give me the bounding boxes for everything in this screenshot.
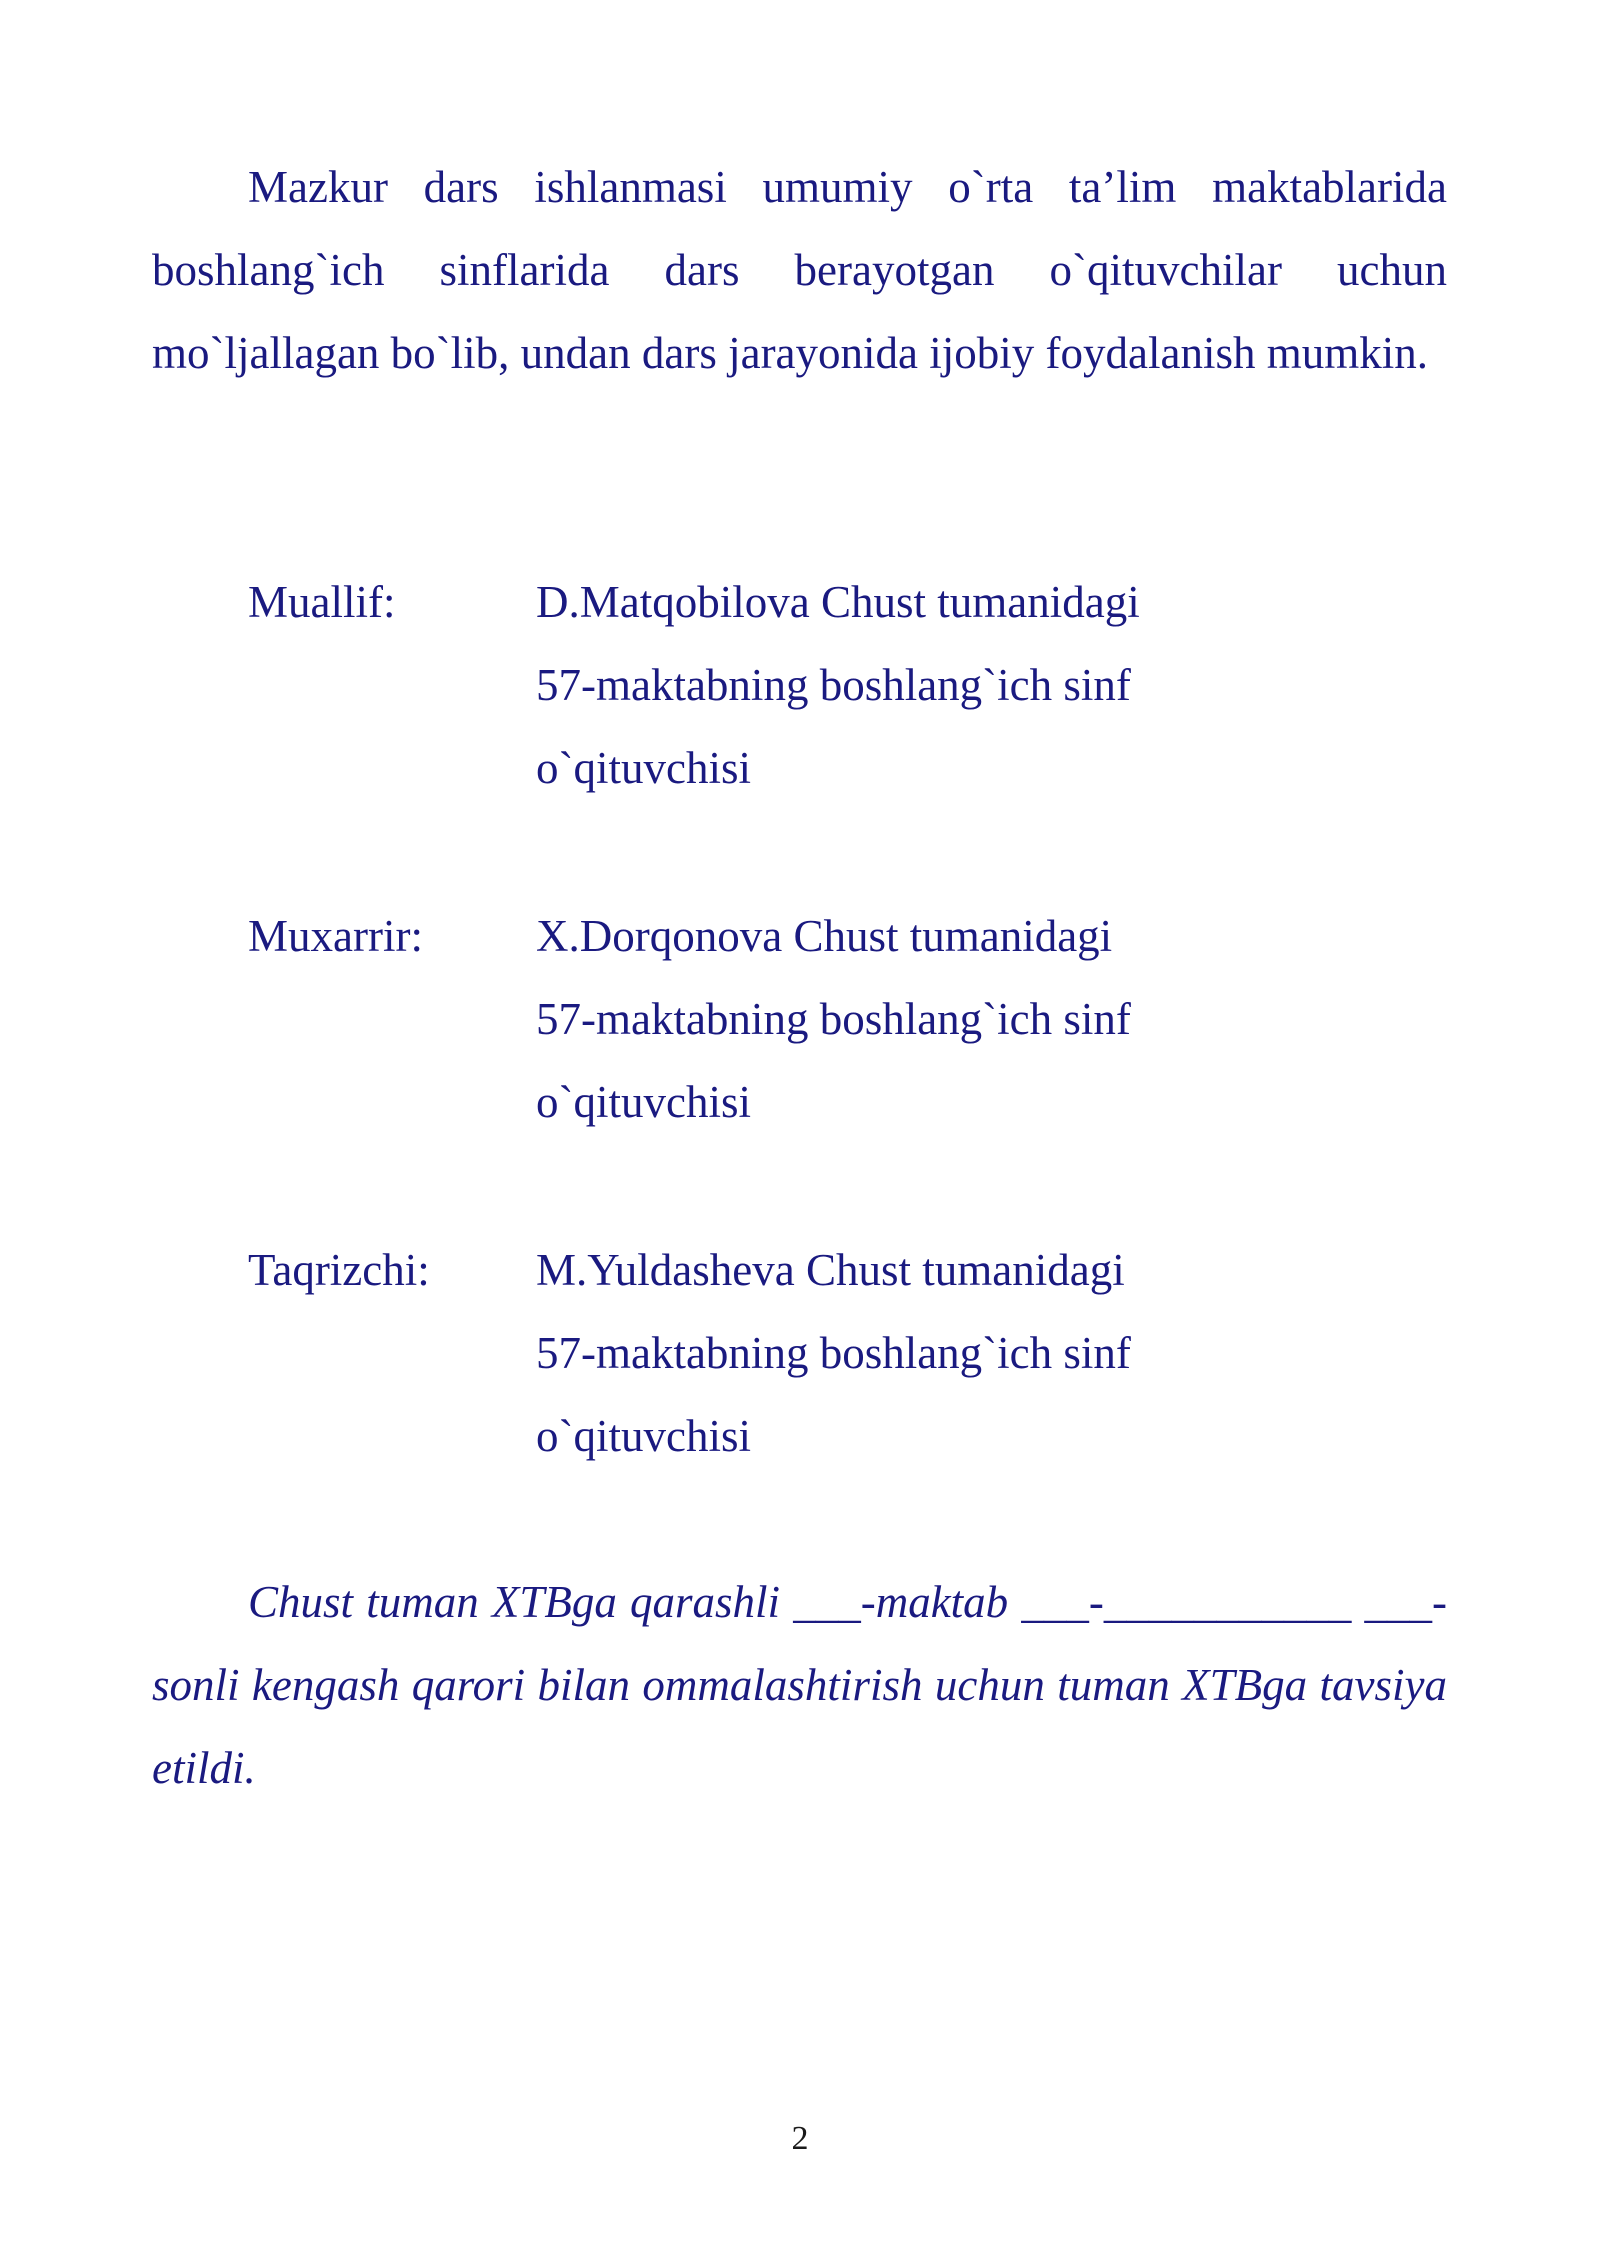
credit-description-reviewer — [536, 1229, 1436, 1478]
credit-line: o`qituvchisi — [536, 743, 751, 793]
credit-line: X.Dorqonova Chust tumanidagi — [536, 911, 1113, 961]
credit-description-author — [536, 561, 1436, 810]
credit-line: 57-maktabning boshlang`ich sinf — [536, 1328, 1131, 1378]
credit-line: M.Yuldasheva Chust tumanidagi — [536, 1245, 1125, 1295]
credit-line: 57-maktabning boshlang`ich sinf — [536, 660, 1131, 710]
credit-description-editor — [536, 895, 1436, 1144]
page-number: 2 — [791, 2120, 809, 2157]
credit-line: 57-maktabning boshlang`ich sinf — [536, 994, 1131, 1044]
credit-role-reviewer: Taqrizchi: — [248, 1245, 430, 1295]
intro-paragraph: Mazkur dars ishlanmasi umumiy o`rta ta’lim maktablarida boshlang`ich sinflarida dars berayotgan o`qituvchilar uchun mo`ljallagan bo`lib, undan dars jarayonida ijobiy foydalanish mumkin. — [152, 162, 1447, 378]
credit-role-editor: Muxarrir: — [248, 911, 423, 961]
recommendation-paragraph: Chust tuman XTBga qarashli ___-maktab ___-___________ ___-sonli kengash qarori bilan ommalashtirish uchun tuman XTBga tavsiya etildi. — [152, 1577, 1447, 1793]
credit-line: o`qituvchisi — [536, 1411, 751, 1461]
credit-role-author: Muallif: — [248, 577, 396, 627]
credit-line: D.Matqobilova Chust tumanidagi — [536, 577, 1140, 627]
credit-line: o`qituvchisi — [536, 1077, 751, 1127]
